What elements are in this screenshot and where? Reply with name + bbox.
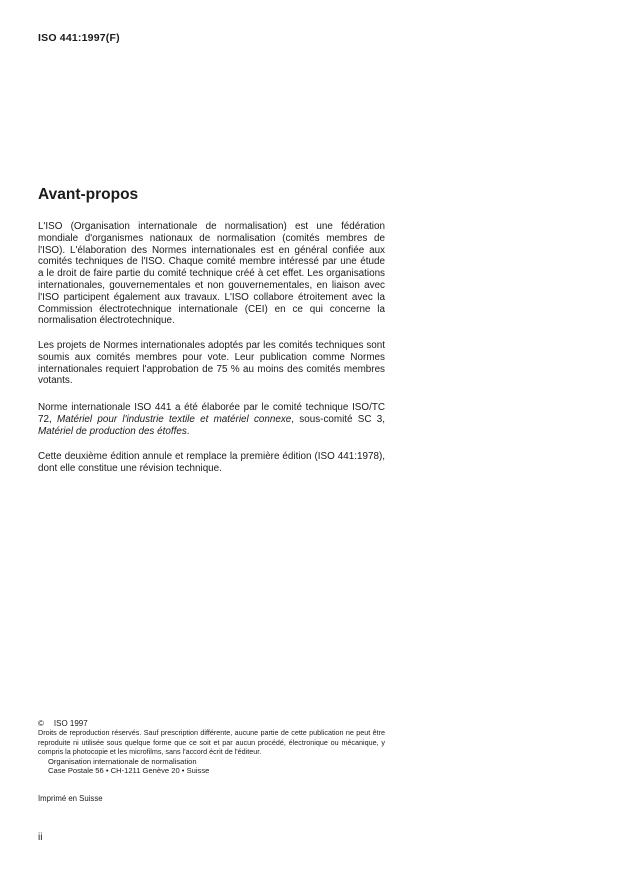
copyright-year: ISO 1997 xyxy=(53,719,88,728)
copyright-address: Case Postale 56 • CH-1211 Genève 20 • Suisse xyxy=(48,766,210,776)
p3-committee-title: Matériel pour l'industrie textile et matériel connexe xyxy=(56,413,292,425)
copyright-symbol: © xyxy=(38,719,44,728)
foreword-paragraph-4: Cette deuxième édition annule et remplace la première édition (ISO 441:1978), dont elle constitue une révision technique. xyxy=(38,451,385,474)
document-header-id: ISO 441:1997(F) xyxy=(38,32,120,44)
printed-in-note: Imprimé en Suisse xyxy=(38,794,103,803)
copyright-rights-text: Droits de reproduction réservés. Sauf prescription différente, aucune partie de cette publication ne peut être reproduite ni utilisée sous quelque forme que ce soit et par aucun procédé, électronique ou mécanique, y compris la photocopie et les microfilms, sans l'accord écrit de l'éditeur. xyxy=(38,728,385,757)
foreword-paragraph-2: Les projets de Normes internationales adoptés par les comités techniques sont soumis aux comités membres pour vote. Leur publication comme Normes internationales requiert l'approbation de 75 % au moins des comités membres votants. xyxy=(38,340,385,387)
p3-text-e: . xyxy=(186,425,190,437)
section-title: Avant-propos xyxy=(38,186,139,203)
copyright-line xyxy=(38,719,385,728)
copyright-organization: Organisation internationale de normalisation xyxy=(48,756,197,766)
page-number: ii xyxy=(38,832,43,843)
foreword-paragraph-1: L'ISO (Organisation internationale de normalisation) est une fédération mondiale d'organismes nationaux de normalisation (comités membres de l'ISO). L'élaboration des Normes internationales est en général confiée aux comités techniques de l'ISO. Chaque comité membre intéressé par une étude a le droit de faire partie du comité technique créé à cet effet. Les organisations internationales, gouvernementales et non gouvernementales, en liaison avec l'ISO participent également aux travaux. L'ISO collabore étroitement avec la Commission électrotechnique internationale (CEI) en ce qui concerne la normalisation électrotechnique. xyxy=(38,221,385,327)
copyright-block xyxy=(38,719,385,775)
p3-subcommittee-title: Matériel de production des étoffes xyxy=(38,425,187,437)
p3-text-c: , sous-comité SC 3, xyxy=(291,413,385,425)
p3-text-a: Norme internationale ISO 441 a été élaborée par le comité technique ISO/TC 72, xyxy=(38,402,385,425)
foreword-paragraph-3 xyxy=(38,402,385,437)
